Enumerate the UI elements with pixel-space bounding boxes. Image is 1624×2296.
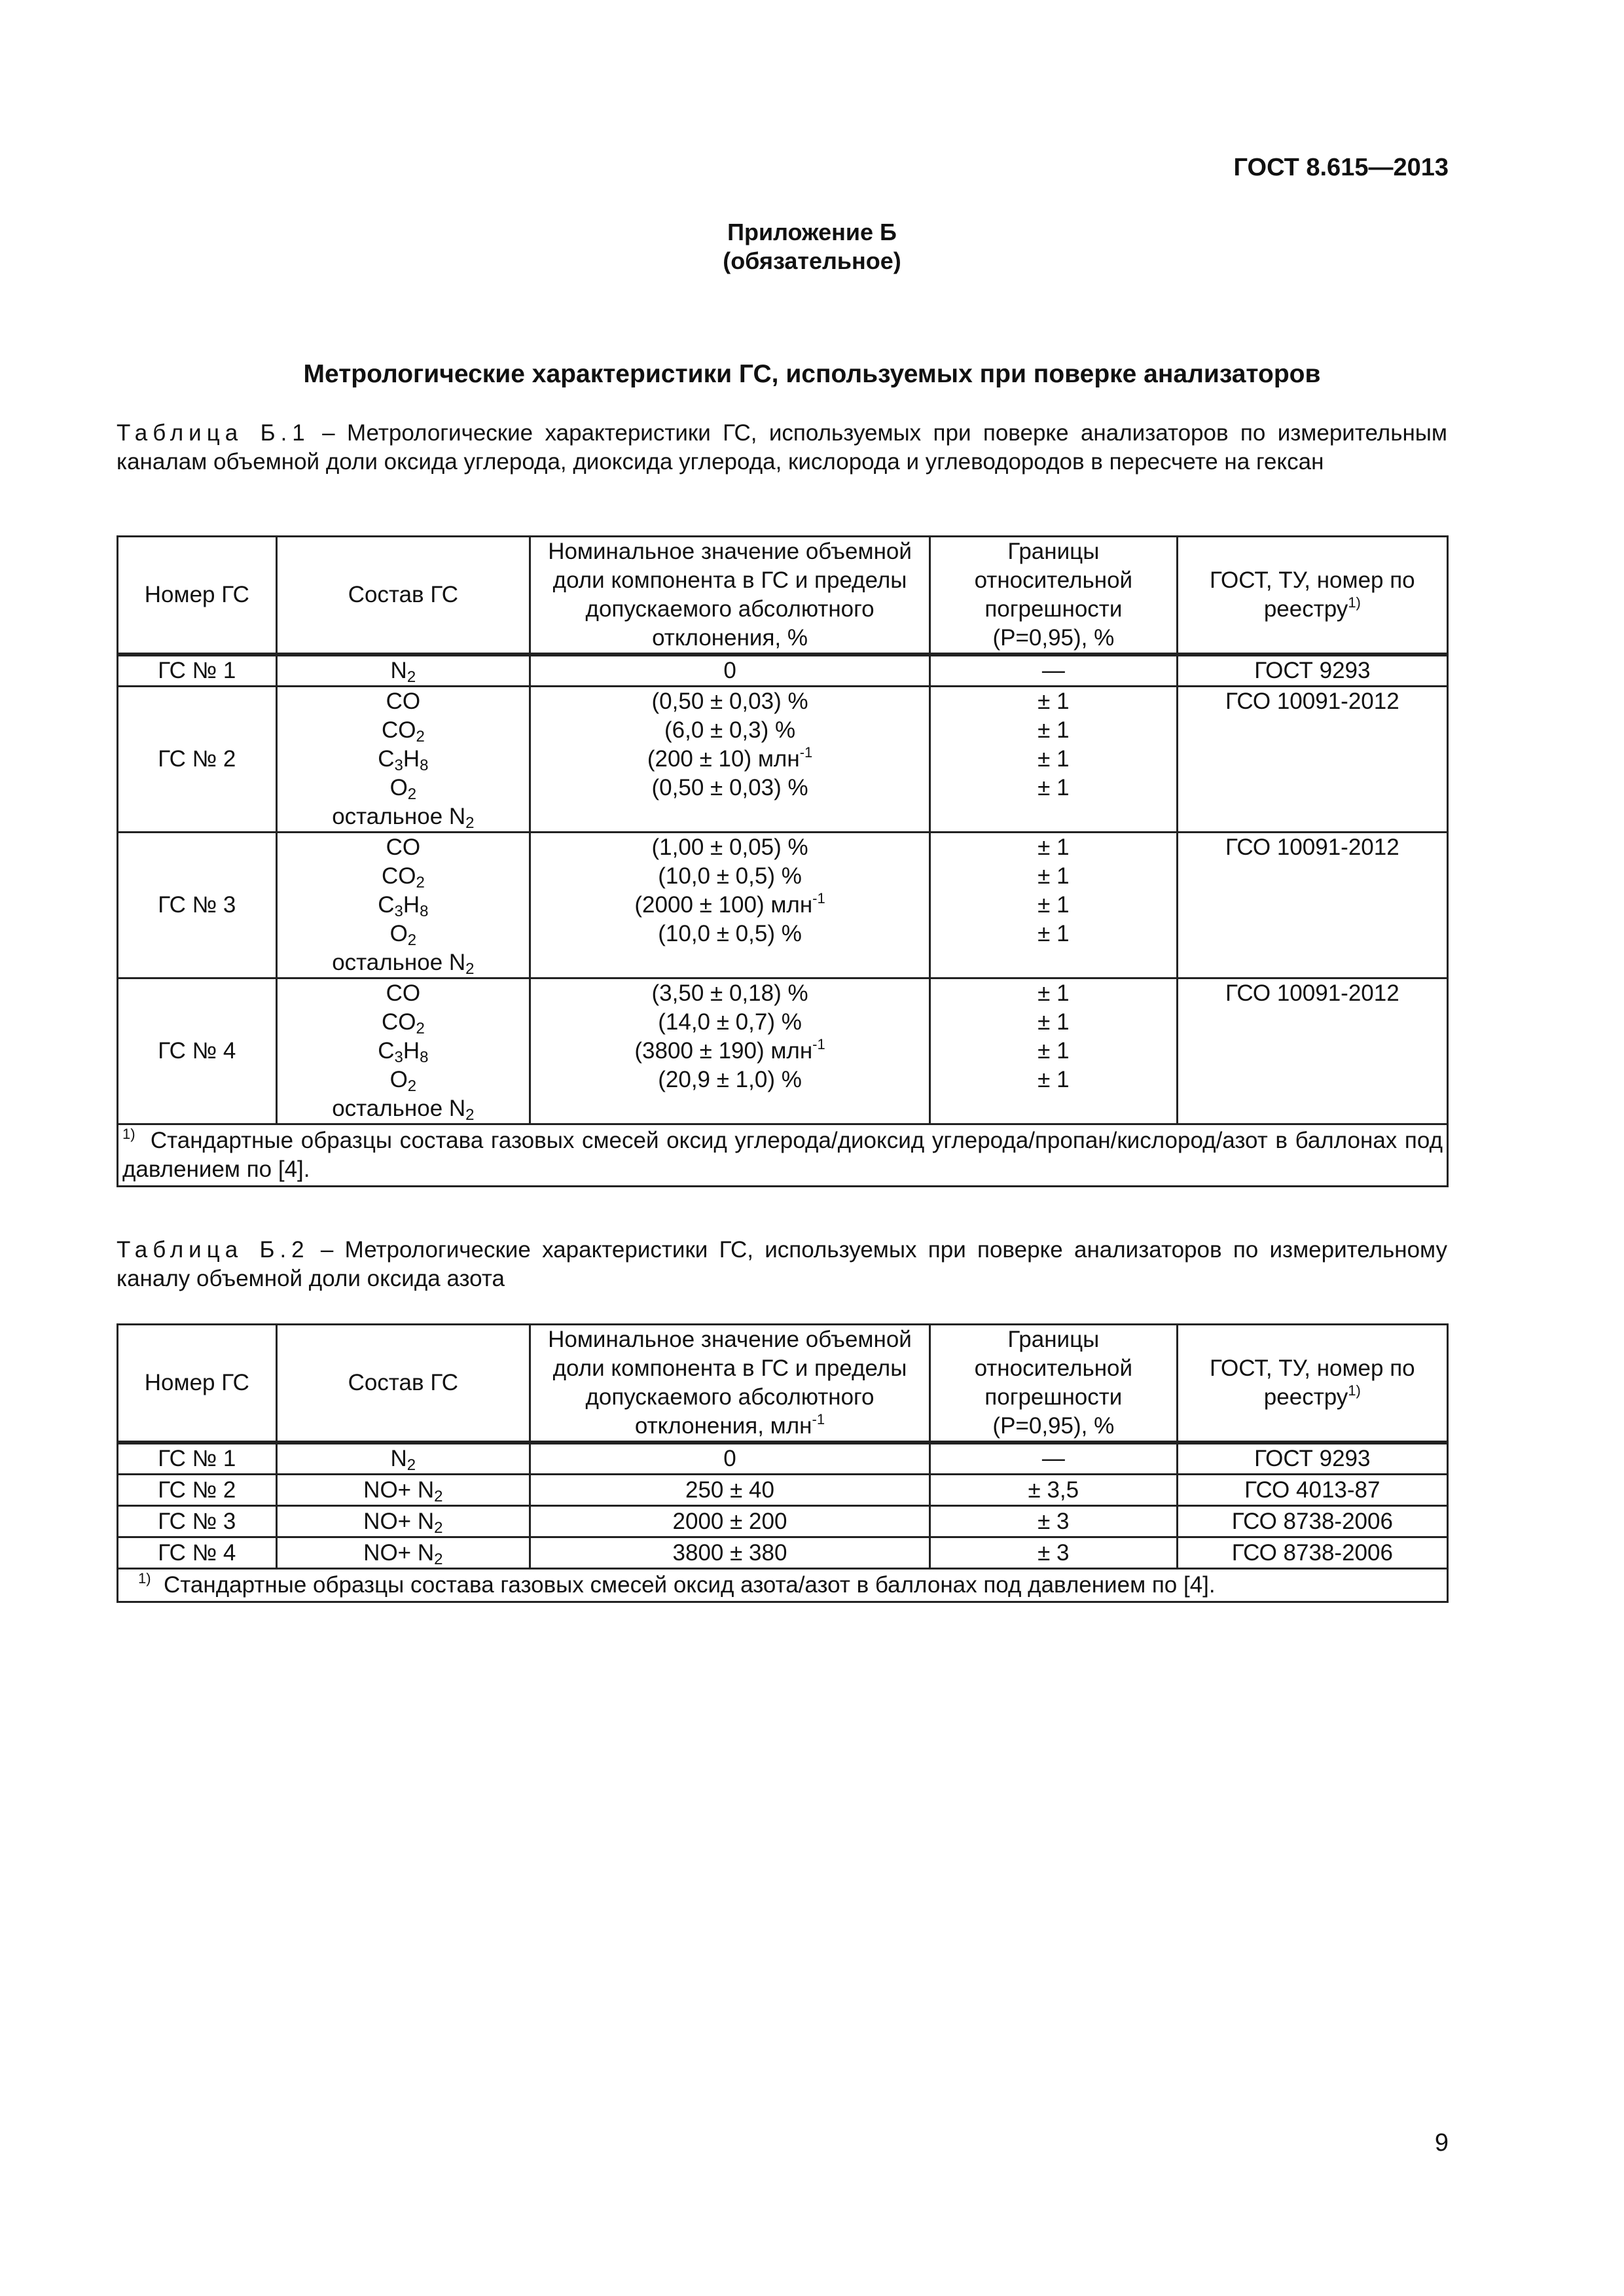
table2-caption-label: Таблица Б.2: [117, 1237, 310, 1263]
annex-title: Приложение Б: [727, 219, 897, 245]
table2-footnote-text: Стандартные образцы состава газовых смесей оксид азота/азот в баллонах под давлением по [4].: [164, 1572, 1216, 1598]
nominal-values: (1,00 ± 0,05) % (10,0 ± 0,5) % (2000 ± 100) млн$^{-1}$ (10,0 ± 0,5) %: [530, 833, 930, 978]
gs-number: ГС № 4: [118, 978, 277, 1124]
table1-header-number: Номер ГС: [118, 537, 277, 655]
table1-header-error: Границы относительной погрешности (P=0,95), %: [930, 537, 1178, 655]
table2-header-gost: [1177, 1325, 1447, 1443]
section-title: Метрологические характеристики ГС, используемых при поверке анализаторов: [303, 360, 1321, 388]
gs-number: ГС № 1: [118, 1443, 277, 1475]
nominal-value: 3800 ± 380: [530, 1537, 929, 1569]
table1-footnote-text: Стандартные образцы состава газовых смесей оксид углерода/диоксид углерода/пропан/кислород/азот в баллонах под давлением по [4].: [122, 1128, 1443, 1182]
table2-footnote-row: [118, 1569, 1448, 1602]
gs-composition: CO $CO_2$ $C_3H_8$ $O_2$ остальное $N_2$: [276, 833, 530, 978]
relative-error: —: [929, 1443, 1177, 1475]
table1-header-row: [118, 537, 1448, 655]
gs-composition: $NO+ N_2$: [276, 1475, 530, 1506]
table2-header-gost-label: ГОСТ, ТУ, номер по реестру: [1210, 1355, 1415, 1410]
gost-reference: ГСО 4013-87: [1177, 1475, 1447, 1506]
table-row: [118, 1506, 1448, 1537]
gs-composition: $NO+ N_2$: [276, 1506, 530, 1537]
nominal-value: 0: [530, 1443, 929, 1475]
table2-header-error: Границы относительной погрешности (P=0,95), %: [929, 1325, 1177, 1443]
gost-reference: ГОСТ 9293: [1177, 1443, 1447, 1475]
gs-number: ГС № 4: [118, 1537, 277, 1569]
nominal-values: (3,50 ± 0,18) % (14,0 ± 0,7) % (3800 ± 190) млн$^{-1}$ (20,9 ± 1,0) %: [530, 978, 930, 1124]
gost-reference: ГСО 10091-2012: [1177, 687, 1447, 833]
table1: [117, 535, 1449, 1187]
table1-caption-label: Таблица Б.1: [117, 420, 310, 446]
table2-header-row: [118, 1325, 1448, 1443]
table-row: [118, 1443, 1448, 1475]
footnote-marker: 1): [1348, 594, 1361, 611]
gost-reference: ГОСТ 9293: [1177, 655, 1447, 687]
gs-number: ГС № 3: [118, 1506, 277, 1537]
table-row: [118, 978, 1448, 1124]
gs-composition: $N_2$: [276, 655, 530, 687]
nominal-values: (0,50 ± 0,03) % (6,0 ± 0,3) % (200 ± 10) млн$^{-1}$ (0,50 ± 0,03) %: [530, 687, 930, 833]
table1-header-nominal: Номинальное значение объемной доли компонента в ГС и пределы допускаемого абсолютного отклонения, %: [530, 537, 930, 655]
relative-error: ± 3,5: [929, 1475, 1177, 1506]
gs-composition: CO $CO_2$ $C_3H_8$ $O_2$ остальное $N_2$: [276, 978, 530, 1124]
gost-reference: ГСО 8738-2006: [1177, 1506, 1447, 1537]
table2-header-nominal-label: Номинальное значение объемной доли компонента в ГС и пределы допускаемого абсолютного отклонения, млн: [548, 1327, 912, 1439]
relative-error: —: [930, 655, 1178, 687]
gost-reference: ГСО 10091-2012: [1177, 978, 1447, 1124]
table1-caption-text: – Метрологические характеристики ГС, используемых при поверке анализаторов по измерительным каналам объемной доли оксида углерода, диоксида углерода, кислорода и углеводородов в пересчете на гексан: [117, 420, 1447, 475]
footnote-marker: 1): [138, 1570, 151, 1587]
table2-caption-text: – Метрологические характеристики ГС, используемых при поверке анализаторов по измерительному каналу объемной доли оксида азота: [117, 1237, 1447, 1291]
table-row: [118, 833, 1448, 978]
footnote-marker: 1): [1348, 1382, 1361, 1399]
gs-number: ГС № 3: [118, 833, 277, 978]
footnote-marker: 1): [122, 1126, 135, 1142]
table1-footnote: [118, 1124, 1448, 1187]
relative-errors: ± 1 ± 1 ± 1 ± 1: [930, 978, 1178, 1124]
table1-caption: [117, 419, 1447, 476]
gs-number: ГС № 2: [118, 1475, 277, 1506]
table1-header-composition: Состав ГС: [276, 537, 530, 655]
relative-error: ± 3: [929, 1506, 1177, 1537]
document-code: ГОСТ 8.615—2013: [1233, 154, 1449, 181]
relative-errors: ± 1 ± 1 ± 1 ± 1: [930, 687, 1178, 833]
nominal-value: 250 ± 40: [530, 1475, 929, 1506]
gs-composition: $N_2$: [276, 1443, 530, 1475]
annex-heading: [0, 218, 1624, 276]
nominal-value: 0: [530, 655, 930, 687]
gs-number: ГС № 2: [118, 687, 277, 833]
table2-caption: [117, 1236, 1447, 1293]
gost-reference: ГСО 10091-2012: [1177, 833, 1447, 978]
table2-header-nominal: [530, 1325, 929, 1443]
table2-header-composition: Состав ГС: [276, 1325, 530, 1443]
gs-number: ГС № 1: [118, 655, 277, 687]
table-row: [118, 1475, 1448, 1506]
table2-header-number: Номер ГС: [118, 1325, 277, 1443]
nominal-value: 2000 ± 200: [530, 1506, 929, 1537]
table-row: [118, 687, 1448, 833]
page-number: 9: [1434, 2129, 1449, 2157]
table1-header-gost: [1177, 537, 1447, 655]
table-row: [118, 1537, 1448, 1569]
table2-footnote: [118, 1569, 1448, 1602]
table-row: [118, 655, 1448, 687]
table1-header-gost-label: ГОСТ, ТУ, номер по реестру: [1210, 567, 1415, 622]
unit-exponent: -1: [812, 1411, 825, 1427]
relative-error: ± 3: [929, 1537, 1177, 1569]
annex-status: (обязательное): [723, 247, 901, 274]
table2: [117, 1323, 1449, 1603]
gost-reference: ГСО 8738-2006: [1177, 1537, 1447, 1569]
gs-composition: CO $CO_2$ $C_3H_8$ $O_2$ остальное $N_2$: [276, 687, 530, 833]
gs-composition: $NO+ N_2$: [276, 1537, 530, 1569]
relative-errors: ± 1 ± 1 ± 1 ± 1: [930, 833, 1178, 978]
table1-footnote-row: [118, 1124, 1448, 1187]
